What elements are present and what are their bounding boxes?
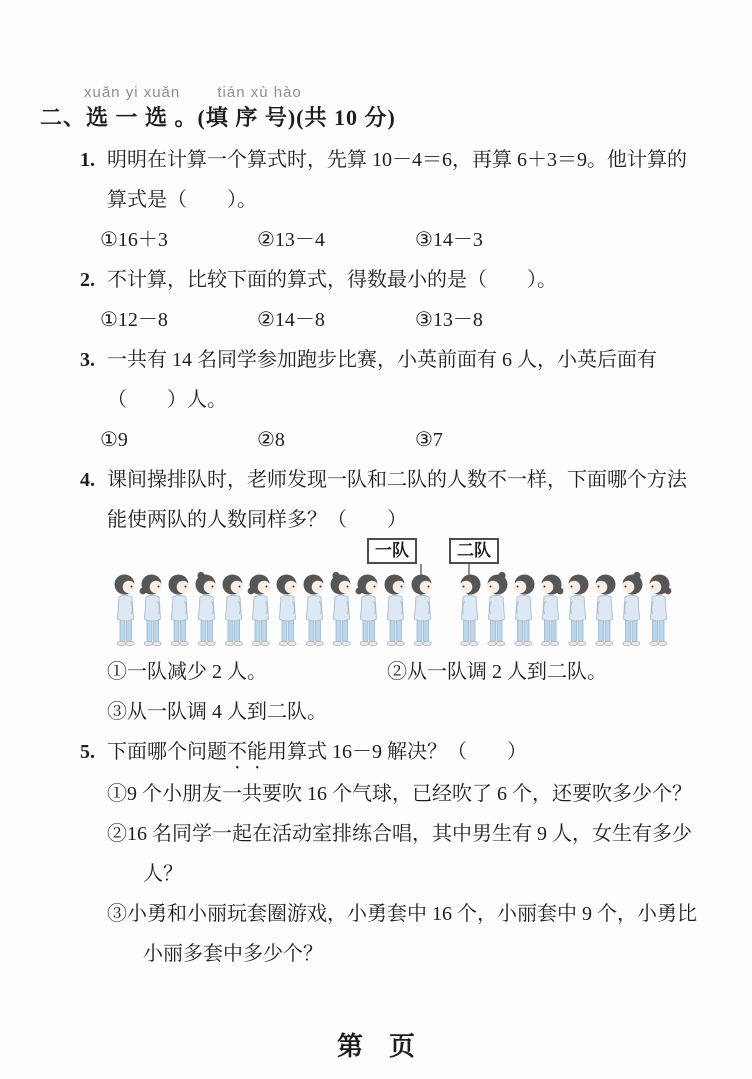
child-figure <box>509 572 536 648</box>
question-5-number: 5. <box>80 741 95 763</box>
child-svg <box>455 572 485 648</box>
child-figure <box>272 572 299 648</box>
team1-row <box>110 541 434 648</box>
team-sign: 二队 <box>449 538 499 564</box>
team-sign: 一队 <box>367 538 417 564</box>
question-2-number: 2. <box>80 269 95 291</box>
question-1-number: 1. <box>80 149 95 171</box>
question-3-stem: 一共有 14 名同学参加跑步比赛，小英前面有 6 人，小英后面有（ ）人。 <box>107 349 657 411</box>
question-2-stem: 不计算，比较下面的算式，得数最小的是（ ）。 <box>107 269 557 291</box>
child-figure <box>380 572 407 648</box>
child-svg <box>299 572 329 648</box>
child-figure <box>218 572 245 648</box>
question-4-option-3: ③从一队调 4 人到二队。 <box>107 701 327 723</box>
teams-illustration <box>110 540 704 652</box>
question-5-option-2: ②16 名同学一起在活动室排练合唱，其中男生有 9 人，女生有多少人？ <box>107 823 692 885</box>
child-svg <box>482 572 512 648</box>
question-5-option-3: ③小勇和小丽玩套圈游戏，小勇套中 16 个，小丽套中 9 个，小勇比小丽多套中多少个？ <box>107 903 697 965</box>
question-4-number: 4. <box>80 469 95 491</box>
child-svg <box>590 572 620 648</box>
question-5 <box>80 732 704 974</box>
team2-row <box>455 541 671 648</box>
stem-text-emphasized: 不能 <box>227 741 267 763</box>
question-4-option-1: ①一队减少 2 人。 <box>107 661 267 683</box>
child-svg <box>644 572 674 648</box>
child-svg <box>509 572 539 648</box>
question-3-option-1: ①9 <box>100 429 128 451</box>
question-1-stem: 明明在计算一个算式时，先算 10－4＝6，再算 6＋3＝9。他计算的算式是（ ）。 <box>107 149 687 211</box>
question-5-option-1: ①9 个小朋友一共要吹 16 个气球，已经吹了 6 个，还要吹多少个？ <box>107 783 692 805</box>
child-figure <box>563 572 590 648</box>
question-4-stem: 课间操排队时，老师发现一队和二队的人数不一样，下面哪个方法能使两队的人数同样多？（ ） <box>107 469 687 531</box>
child-figure <box>353 572 380 648</box>
child-svg <box>137 572 167 648</box>
child-figure <box>326 572 353 648</box>
question-2-option-2: ②14－8 <box>257 309 325 331</box>
pinyin-annotation: xuǎn yi xuǎn tián xù hào <box>84 84 302 101</box>
question-5-stem <box>107 732 704 774</box>
question-1-option-3: ③14－3 <box>415 229 483 251</box>
child-figure <box>164 572 191 648</box>
child-svg <box>353 572 383 648</box>
child-svg <box>191 572 221 648</box>
question-3-options <box>80 420 704 460</box>
child-figure <box>137 572 164 648</box>
child-figure <box>590 572 617 648</box>
question-2-option-3: ③13－8 <box>415 309 483 331</box>
question-3-number: 3. <box>80 349 95 371</box>
question-4-option-2: ②从一队调 2 人到二队。 <box>387 661 607 683</box>
section-title: 二、选 一 选 。(填 序 号)(共 10 分) <box>40 105 396 130</box>
stem-text-after: 用算式 16－9 解决？（ ） <box>267 741 527 763</box>
child-figure <box>375 541 434 648</box>
child-svg <box>164 572 194 648</box>
question-4-options <box>80 652 704 732</box>
child-figure <box>536 572 563 648</box>
question-1 <box>80 140 704 260</box>
question-2 <box>80 260 704 340</box>
question-4 <box>80 460 704 732</box>
child-svg <box>407 572 437 648</box>
child-svg <box>380 572 410 648</box>
question-3 <box>80 340 704 460</box>
child-figure <box>191 572 218 648</box>
question-1-options <box>80 220 704 260</box>
child-svg <box>617 572 647 648</box>
question-3-option-3: ③7 <box>415 429 443 451</box>
question-3-option-2: ②8 <box>257 429 285 451</box>
child-figure <box>245 572 272 648</box>
child-svg <box>326 572 356 648</box>
child-figure <box>299 572 326 648</box>
stem-text-before: 下面哪个问题 <box>107 741 227 763</box>
child-figure <box>617 572 644 648</box>
child-svg <box>245 572 275 648</box>
child-svg <box>110 572 140 648</box>
child-figure <box>455 541 491 648</box>
child-figure <box>110 572 137 648</box>
child-figure <box>644 572 671 648</box>
page-footer: 第 页 <box>336 1031 415 1061</box>
question-1-option-2: ②13－4 <box>257 229 325 251</box>
question-2-options <box>80 300 704 340</box>
question-2-option-1: ①12－8 <box>100 309 168 331</box>
child-svg <box>536 572 566 648</box>
child-svg <box>272 572 302 648</box>
child-svg <box>218 572 248 648</box>
child-figure <box>482 572 509 648</box>
child-svg <box>563 572 593 648</box>
question-1-option-1: ①16＋3 <box>100 229 168 251</box>
